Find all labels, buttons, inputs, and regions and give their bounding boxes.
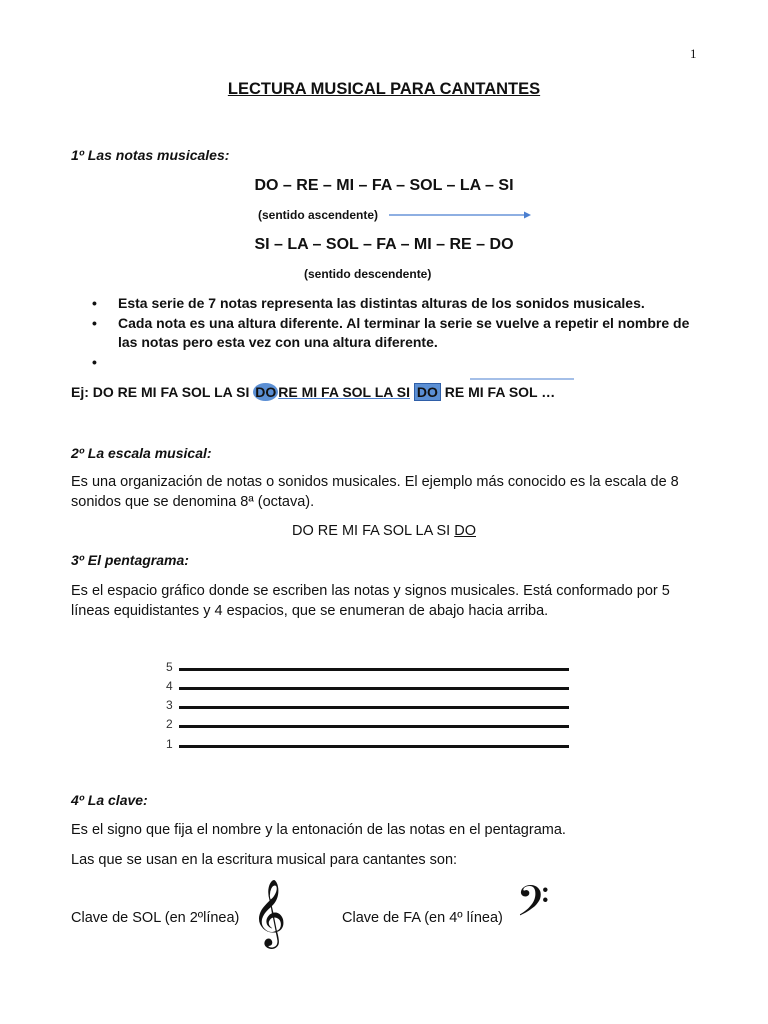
example-line: Ej: DO RE MI FA SOL LA SI DO RE MI FA SOL LA SI DO RE MI FA SOL … xyxy=(71,384,556,400)
section1-heading: 1º Las notas musicales: xyxy=(71,147,230,163)
example-overline xyxy=(470,376,580,382)
descending-notes: SI – LA – SOL – FA – MI – RE – DO xyxy=(254,236,514,253)
treble-clef-icon: 𝄞 xyxy=(252,878,287,946)
example-middle-notes: RE MI FA SOL LA SI xyxy=(278,384,410,400)
staff-number-5: 5 xyxy=(166,660,173,674)
notes-bullet-list xyxy=(92,294,712,372)
staff-number-4: 4 xyxy=(166,679,173,693)
highlighted-do-2: DO xyxy=(414,383,441,401)
staff-line-5 xyxy=(179,668,569,671)
section3-heading: 3º El pentagrama: xyxy=(71,552,189,568)
ascending-notes: DO – RE – MI – FA – SOL – LA – SI xyxy=(254,177,514,194)
document-title: LECTURA MUSICAL PARA CANTANTES xyxy=(227,80,541,98)
ascending-label: (sentido ascendente) xyxy=(258,208,379,222)
list-item: • Esta serie de 7 notas representa las distintas alturas de los sonidos musicales. xyxy=(92,294,712,314)
bass-clef-icon: 𝄢 xyxy=(516,877,550,937)
section2-paragraph: Es una organización de notas o sonidos musicales. El ejemplo más conocido es la escala de 8 sonidos que se denomina 8ª (octava). xyxy=(71,474,679,510)
clef-fa-label: Clave de FA (en 4º línea) xyxy=(342,910,503,926)
section4-paragraph2: Las que se usan en la escritura musical para cantantes son: xyxy=(71,852,458,868)
page-number: 1 xyxy=(690,46,697,61)
staff-number-1: 1 xyxy=(166,737,173,751)
section2-heading: 2º La escala musical: xyxy=(71,445,212,461)
list-item xyxy=(92,353,712,373)
clef-sol-label: Clave de SOL (en 2ºlínea) xyxy=(71,910,240,926)
list-item: • Cada nota es una altura diferente. Al terminar la serie se vuelve a repetir el nombre de las notas pero esta vez con una altura diferente. xyxy=(92,314,712,353)
scale-last-do: DO xyxy=(454,523,476,539)
staff-line-2 xyxy=(179,725,569,728)
staff-diagram xyxy=(166,660,576,755)
section3-paragraph: Es el espacio gráfico donde se escriben las notas y signos musicales. Está conformado por 5 líneas equidistantes y 4 espacios, que se enumeran de abajo hacia arriba. xyxy=(71,583,670,619)
scale-example: DO RE MI FA SOL LA SI DO xyxy=(292,523,476,539)
descending-label: (sentido descendente) xyxy=(304,267,432,281)
ascending-arrow-icon xyxy=(388,209,533,221)
staff-number-2: 2 xyxy=(166,717,173,731)
section4-paragraph1: Es el signo que fija el nombre y la entonación de las notas en el pentagrama. xyxy=(71,822,566,838)
staff-line-4 xyxy=(179,687,569,690)
section4-heading: 4º La clave: xyxy=(71,792,148,808)
staff-number-3: 3 xyxy=(166,698,173,712)
highlighted-do-1: DO xyxy=(255,384,277,400)
staff-line-1 xyxy=(179,745,569,748)
staff-line-3 xyxy=(179,706,569,709)
